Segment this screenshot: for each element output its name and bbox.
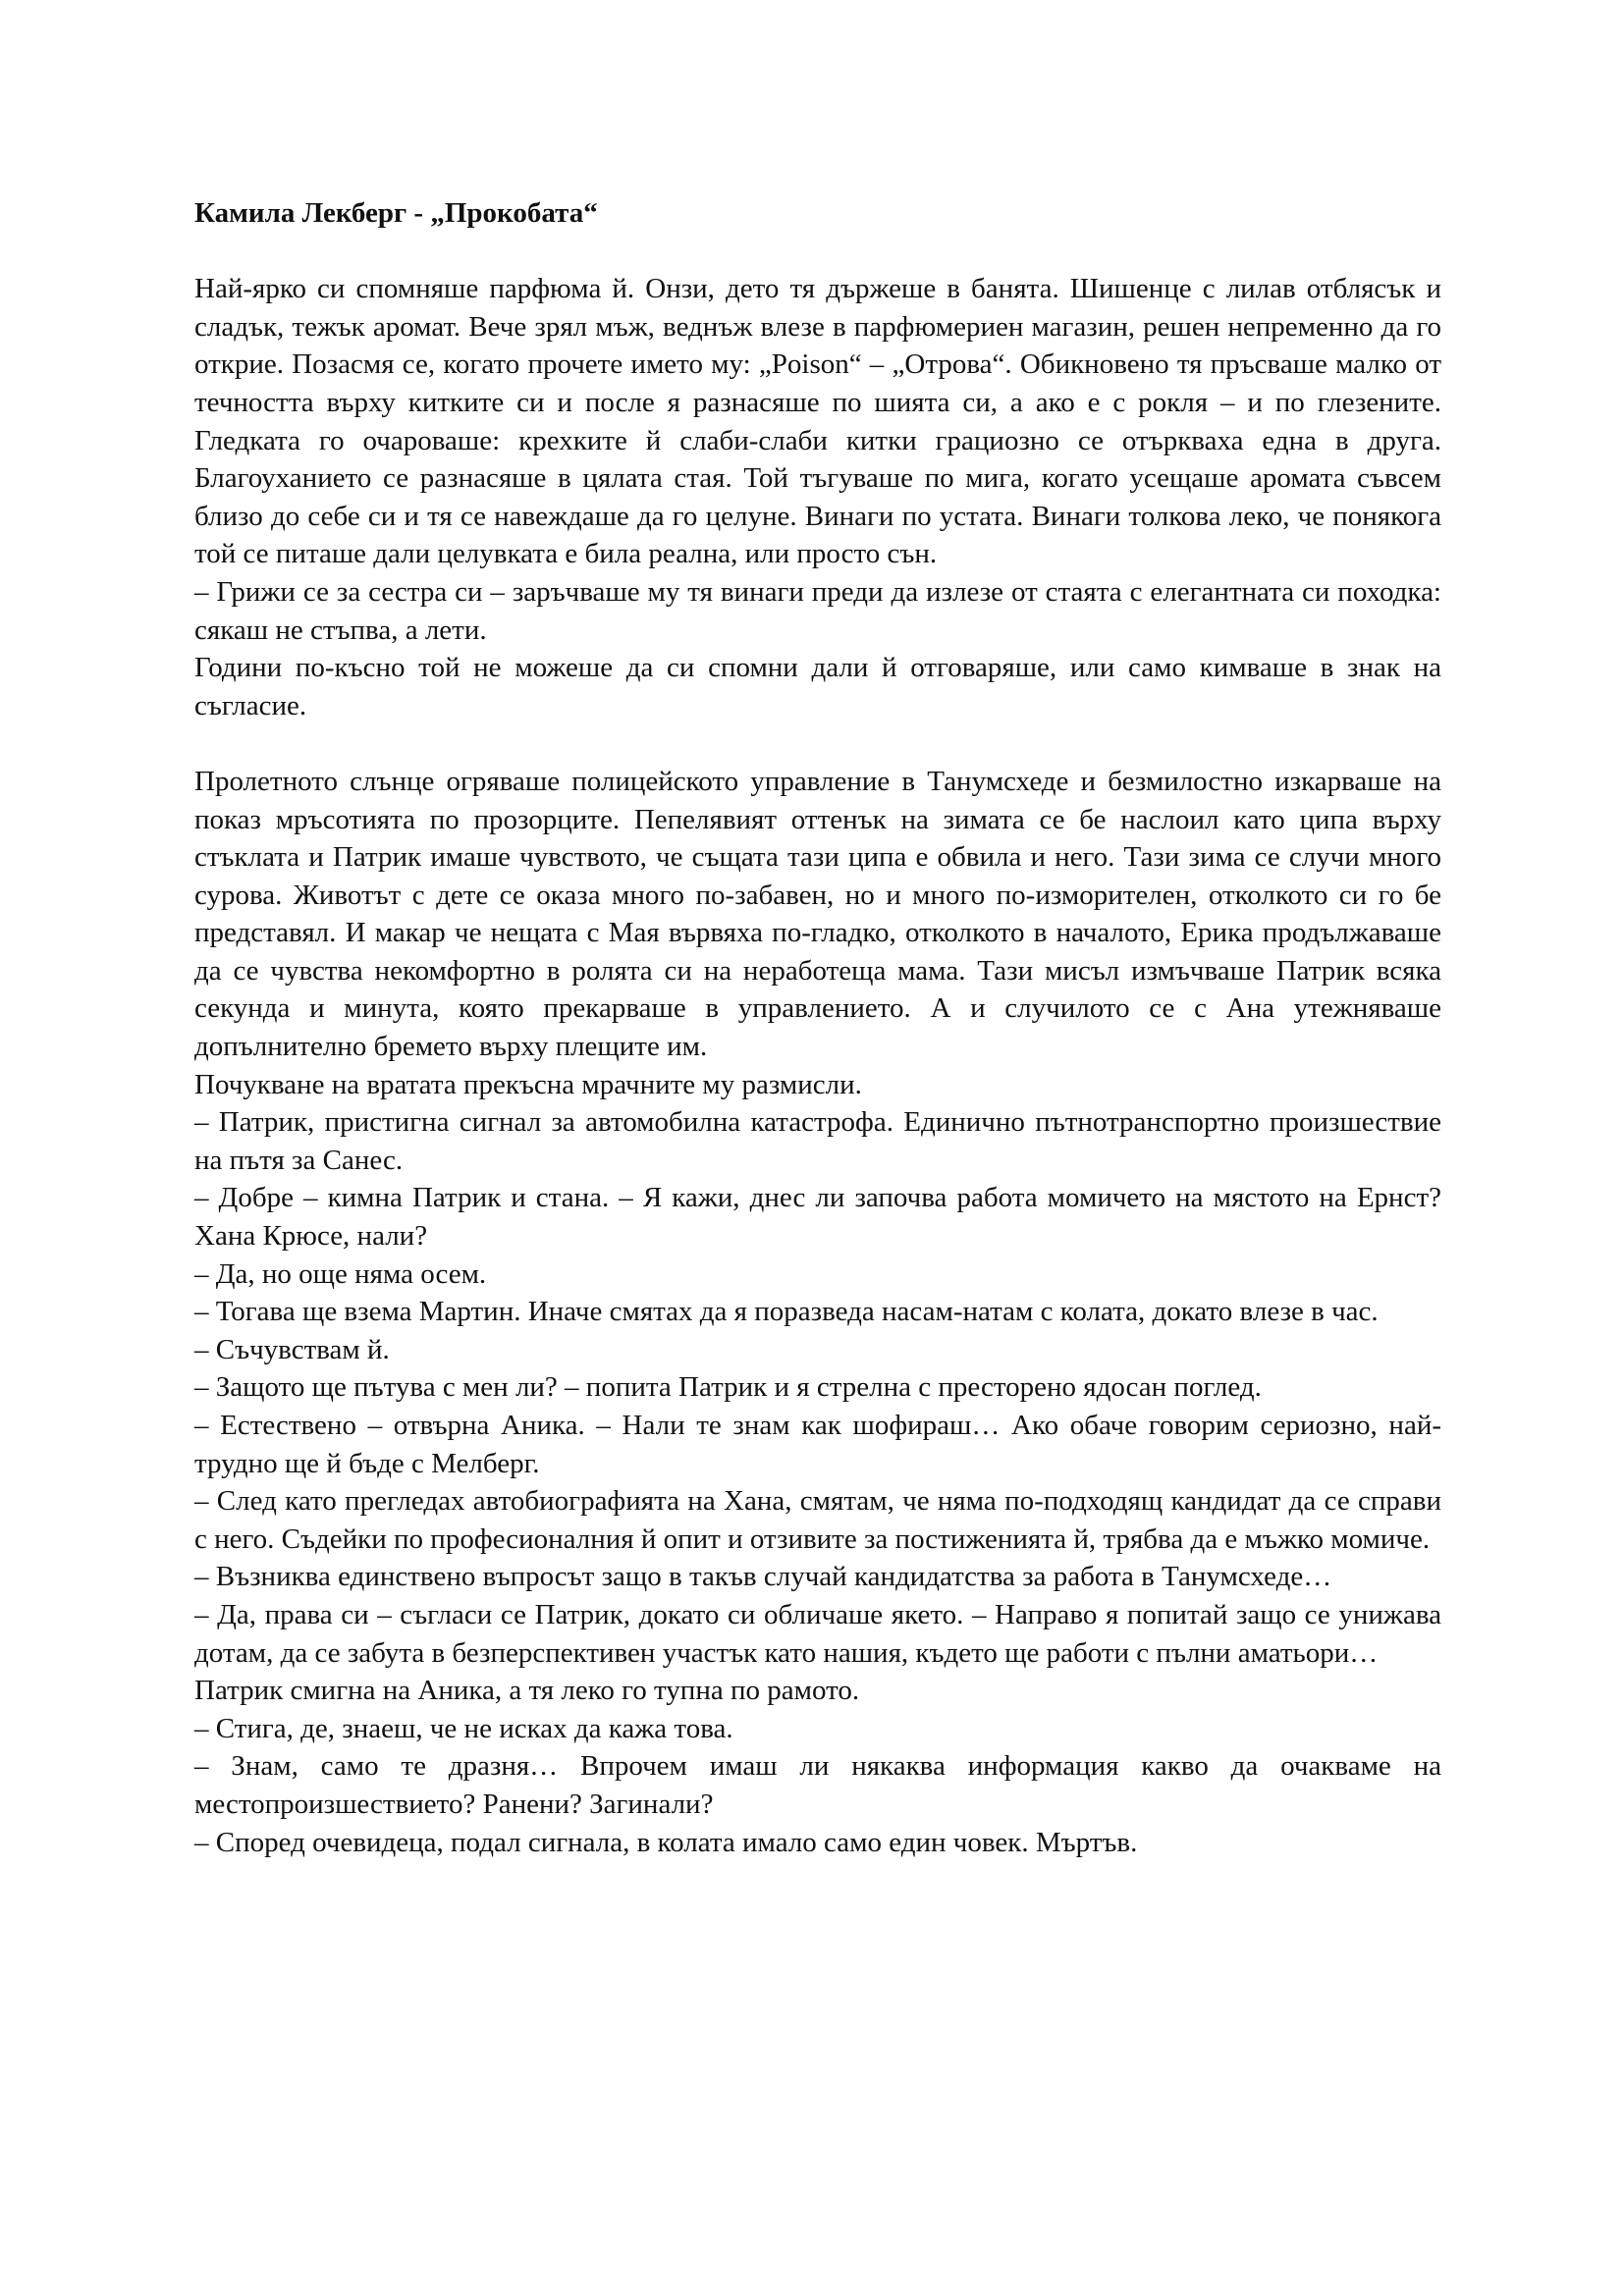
paragraph: – Възниква единствено въпросът защо в такъв случай кандидатства за работа в Танумсхеде… — [194, 1561, 1332, 1593]
paragraph: – Съчувствам й. — [194, 1333, 390, 1365]
paragraph: – Тогава ще взема Мартин. Иначе смятах да я поразведа насам-натам с колата, докато влезе в час. — [194, 1296, 1379, 1328]
paragraph: Години по-късно той не можеше да си спомни дали й отговаряше, или само кимваше в знак на съгласие. — [194, 652, 1441, 721]
paragraph: – След като прегледах автобиографията на Хана, смятам, че няма по-подходящ кандидат да се справи с него. Съдейки по професионалния й опит и отзивите за постиженията й, трябва да е мъжко момиче. — [194, 1485, 1441, 1555]
paragraph: Патрик смигна на Аника, а тя леко го тупна по рамото. — [194, 1675, 860, 1707]
section-break — [194, 724, 1441, 763]
paragraph: – Да, права си – съгласи се Патрик, докато си обличаше якето. – Направо я попитай защо се унижава дотам, да се забута в безперспективен участък като нашия, където ще работи с пълни аматьори… — [194, 1598, 1441, 1669]
paragraph: – Знам, само те дразня… Впрочем имаш ли някаква информация какво да очакваме на местопроизшествието? Ранени? Загинали? — [194, 1750, 1441, 1820]
paragraph: Пролетното слънце огряваше полицейското управление в Танумсхеде и безмилостно изкарваше на показ мръсотията по прозорците. Пепелявият оттенък на зимата се бе наслоил като ципа върху стъклата и Патрик имаше чувството, че същата тази ципа е обвила и него. Тази зима се случи много сурова. Животът с дете се оказа много по-забавен, но и много по-изморителен, отколкото си го бе представял. И макар че нещата с Мая вървяха по-гладко, отколкото в началото, Ерика продължаваше да се чувства некомфортно в ролята си на неработеща мама. Тази мисъл измъчваше Патрик всяка секунда и минута, която прекарваше в управлението. А и случилото се с Ана утежняваше допълнително бремето върху плещите им. — [194, 765, 1441, 1063]
paragraph: – Стига, де, знаеш, че не исках да кажа това. — [194, 1712, 733, 1744]
paragraph: – Да, но още няма осем. — [194, 1257, 487, 1290]
paragraph: – Грижи се за сестра си – заръчваше му тя винаги преди да излезе от стаята с елегантната си походка: сякаш не стъпва, а лети. — [194, 575, 1441, 646]
document-body — [194, 194, 1441, 1861]
paragraph: – Патрик, пристигна сигнал за автомобилна катастрофа. Единично пътнотранспортно произшествие на пътя за Санес. — [194, 1106, 1441, 1176]
paragraph: – Добре – кимна Патрик и стана. – Я кажи, днес ли започва работа момичето на мястото на Ернст? Хана Крюсе, нали? — [194, 1182, 1441, 1253]
paragraph: Най-ярко си спомняше парфюма й. Онзи, дето тя държеше в банята. Шишенце с лилав отблясък и сладък, тежък аромат. Вече зрял мъж, веднъж влезе в парфюмериен магазин, решен непременно да го открие. Позасмя се, когато прочете името му: „Poison“ – „Отрова“. Обикновено тя пръсваше малко от течността върху китките си и после я разнасяше по шията си, а ако е с рокля – и по глезените. Гледката го очароваше: крехките й слаби-слаби китки грациозно се отъркваха една в друга. Благоуханието се разнасяше в цялата стая. Той тъгуваше по мига, когато усещаше аромата съвсем близо до себе си и тя се навеждаше да го целуне. Винаги по устата. Винаги толкова леко, че понякога той се питаше дали целувката е била реална, или просто сън. — [194, 273, 1441, 570]
paragraph: Почукване на вратата прекъсна мрачните му размисли. — [194, 1068, 862, 1100]
paragraph: – Според очевидеца, подал сигнала, в колата имало само един човек. Мъртъв. — [194, 1826, 1138, 1858]
paragraph: – Естествено – отвърна Аника. – Нали те знам как шофираш… Ако обаче говорим сериозно, най-трудно ще й бъде с Мелберг. — [194, 1410, 1441, 1479]
paragraph: – Защото ще пътува с мен ли? – попита Патрик и я стрелна с престорено ядосан поглед. — [194, 1371, 1262, 1404]
document-title: Камила Лекберг - „Прокобата“ — [194, 197, 598, 229]
